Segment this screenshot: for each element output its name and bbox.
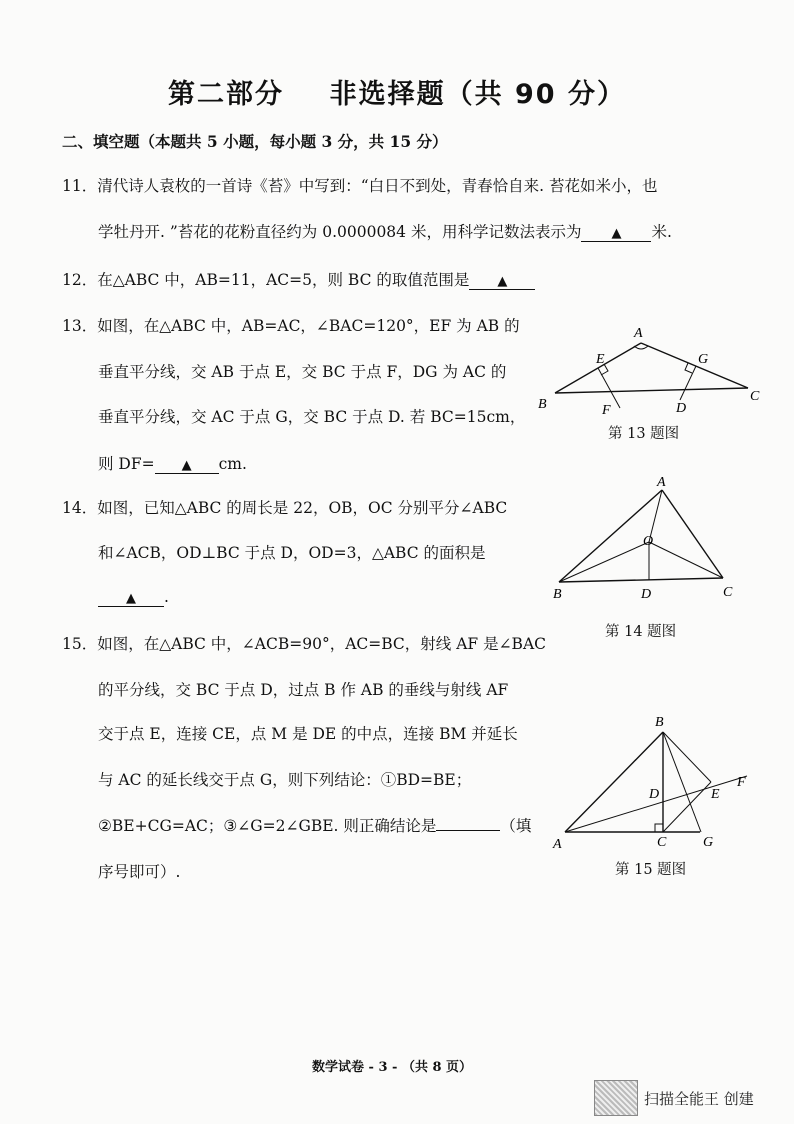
fig13-label-d: D (676, 401, 687, 416)
q13-line1: 13．如图，在△ABC 中，AB=AC，∠BAC=120°，EF 为 AB 的 (62, 317, 520, 335)
fig15-label-a: A (553, 837, 562, 852)
q15-line4: 与 AC 的延长线交于点 G，则下列结论：①BD=BE； (98, 771, 472, 789)
q15-line5 (98, 814, 531, 836)
fig14-label-c: C (723, 585, 733, 600)
fig15-label-e: E (711, 787, 720, 802)
figure-15 (545, 712, 765, 852)
q13-line2: 垂直平分线，交 AB 于点 E，交 BC 于点 F，DG 为 AC 的 (98, 363, 507, 381)
fig15-label-b: B (655, 715, 664, 730)
fig14-label-a: A (657, 475, 666, 490)
q13-line4 (98, 452, 247, 474)
fig13-label-f: F (602, 403, 611, 418)
q14-line2: 和∠ACB，OD⊥BC 于点 D，OD=3，△ABC 的面积是 (98, 544, 486, 562)
q13-line3: 垂直平分线，交 AC 于点 G，交 BC 于点 D. 若 BC=15cm， (98, 408, 526, 426)
answer-triangle-icon: ▲ (181, 458, 192, 473)
q15-line1: 15．如图，在△ABC 中，∠ACB=90°，AC=BC，射线 AF 是∠BAC (62, 635, 547, 653)
figure-13 (530, 318, 770, 418)
q14-period: . (164, 588, 169, 606)
scanner-logo-icon (594, 1080, 638, 1116)
q11-text: 学牡丹开. ”苔花的花粉直径约为 0.0000084 米，用科学记数法表示为 (98, 223, 582, 241)
watermark-text: 扫描全能王 创建 (644, 1089, 754, 1108)
answer-triangle-icon: ▲ (611, 226, 622, 241)
q14-line3 (98, 588, 169, 607)
q13-text: 则 DF= (98, 455, 155, 473)
q15-line2: 的平分线，交 BC 于点 D，过点 B 作 AB 的垂线与射线 AF (98, 681, 509, 699)
q13-answer-blank[interactable] (155, 455, 219, 474)
q15-line3: 交于点 E，连接 CE，点 M 是 DE 的中点，连接 BM 并延长 (98, 725, 518, 743)
answer-triangle-icon: ▲ (497, 274, 508, 289)
fig14-caption: 第 14 题图 (605, 624, 677, 640)
q11-unit: 米. (651, 223, 672, 241)
q15-line6: 序号即可）. (98, 863, 181, 881)
q12-answer-blank[interactable] (469, 271, 535, 290)
fig14-label-o: O (643, 534, 654, 549)
fig13-label-b: B (538, 397, 547, 412)
fig15-caption: 第 15 题图 (615, 862, 687, 878)
q15-fill-note: （填 (500, 817, 532, 835)
q15-answer-blank[interactable] (436, 830, 500, 831)
fig14-label-b: B (553, 587, 562, 602)
fig13-label-a: A (634, 326, 643, 341)
q14-line1: 14．如图，已知△ABC 的周长是 22，OB，OC 分别平分∠ABC (62, 499, 508, 517)
fig15-label-d: D (649, 787, 660, 802)
fig13-label-g: G (698, 352, 709, 367)
fig13-caption: 第 13 题图 (608, 426, 680, 442)
fig15-label-g: G (703, 835, 714, 850)
q13-unit: cm. (218, 455, 247, 473)
fig15-label-c: C (657, 835, 667, 850)
page-title: 第二部分 非选择题（共 90 分） (168, 79, 626, 110)
fig13-label-c: C (750, 389, 760, 404)
q11-line1: 11．清代诗人袁枚的一首诗《苔》中写到：“白日不到处，青春恰自来. 苔花如米小，也 (62, 177, 658, 195)
q15-text: ②BE+CG=AC；③∠G=2∠GBE. 则正确结论是 (98, 817, 437, 835)
section-heading: 二、填空题（本题共 5 小题，每小题 3 分，共 15 分） (62, 132, 448, 151)
page-footer: 数学试卷 - 3 - （共 8 页） (312, 1060, 473, 1075)
q14-answer-blank[interactable] (98, 588, 164, 607)
fig14-label-d: D (641, 587, 652, 602)
answer-triangle-icon: ▲ (126, 591, 136, 606)
fig13-label-e: E (596, 352, 605, 367)
scanner-watermark (594, 1080, 754, 1116)
q12-line (62, 268, 535, 290)
figure-14 (545, 472, 745, 604)
fig15-label-f: F (737, 775, 746, 790)
q12-text: 12．在△ABC 中，AB=11，AC=5，则 BC 的取值范围是 (62, 271, 470, 289)
q11-line2 (98, 220, 672, 242)
q11-answer-blank[interactable] (581, 223, 651, 242)
